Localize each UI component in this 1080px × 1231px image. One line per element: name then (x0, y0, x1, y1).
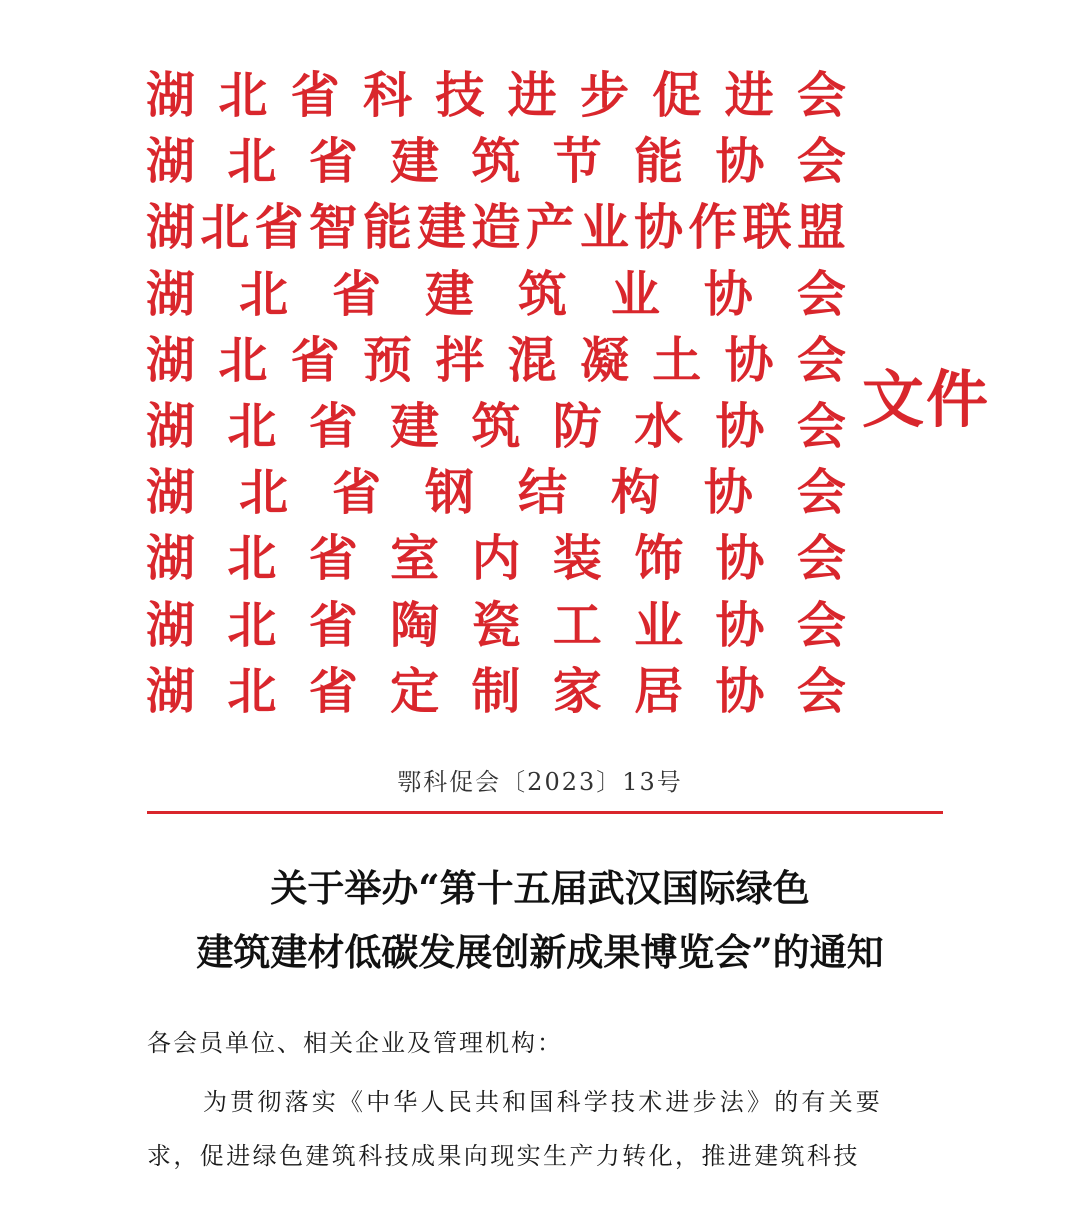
org-name: 湖 北 省 定 制 家 居 协 会 (146, 661, 846, 720)
org-name: 湖 北 省 陶 瓷 工 业 协 会 (146, 595, 846, 654)
red-divider-line (147, 811, 943, 814)
org-name: 湖 北 省 室 内 装 饰 协 会 (146, 529, 846, 588)
org-name: 湖 北 省 预 拌 混 凝 土 协 会 (146, 330, 846, 389)
document-number: 鄂科促会〔2023〕13号 (397, 768, 683, 796)
paragraph-line-2: 求，促进绿色建筑科技成果向现实生产力转化，推进建筑科技 (147, 1142, 860, 1170)
org-name: 湖 北 省 建 筑 节 能 协 会 (146, 132, 846, 191)
document-label: 文件 (862, 363, 991, 436)
org-name: 湖 北 省 钢 结 构 协 会 (146, 463, 846, 522)
org-name: 湖 北 省 科 技 进 步 促 进 会 (146, 66, 846, 124)
paragraph-line-1: 为贯彻落实《中华人民共和国科学技术进步法》的有关要 (203, 1088, 883, 1116)
org-name: 湖 北 省 建 筑 防 水 协 会 (146, 396, 846, 455)
notice-title-line-2: 建筑建材低碳发展创新成果博览会”的通知 (196, 930, 884, 974)
salutation: 各会员单位、相关企业及管理机构： (147, 1029, 563, 1057)
org-name: 湖 北 省 建 筑 业 协 会 (146, 264, 846, 323)
notice-title-line-1: 关于举办“第十五届武汉国际绿色 (270, 866, 810, 910)
issuing-organizations (146, 62, 846, 724)
org-name: 湖 北 省 智 能 建 造 产 业 协 作 联 盟 (146, 198, 846, 257)
